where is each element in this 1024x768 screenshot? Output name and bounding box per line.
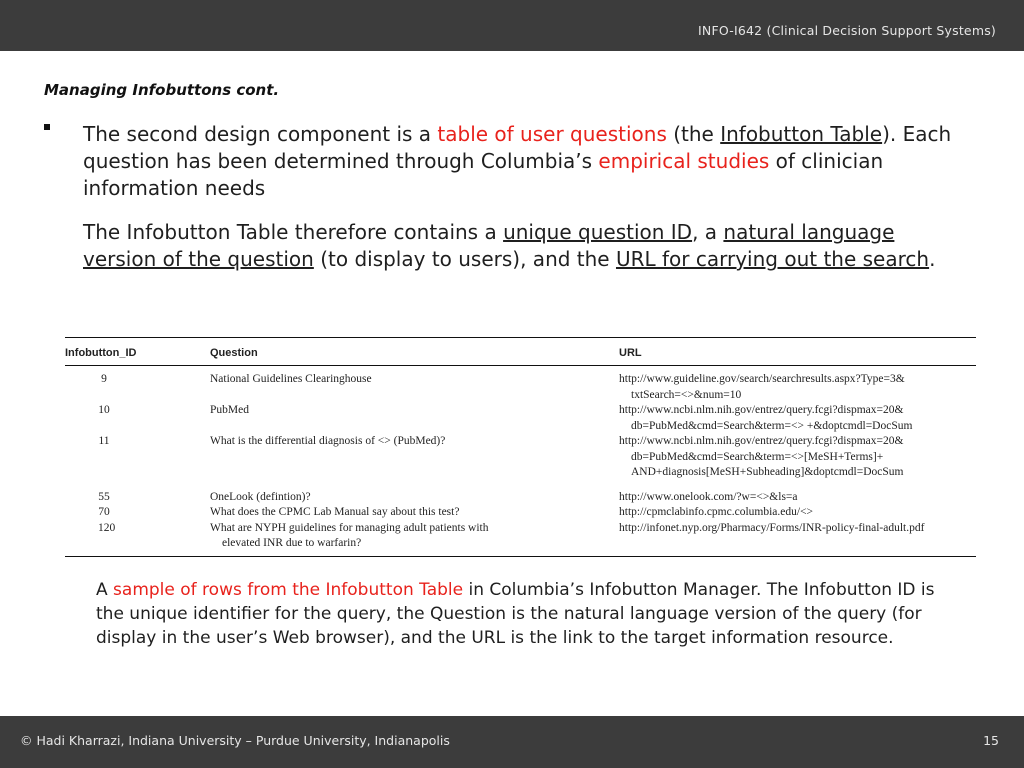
row-question: What is the differential diagnosis of <> (PubMed)? [210, 435, 446, 447]
row-question: PubMed [210, 404, 249, 416]
course-title: INFO-I642 (Clinical Decision Support Systems) [698, 23, 996, 38]
table-row [65, 366, 976, 404]
infobutton-table [65, 337, 976, 557]
text: The Infobutton Table therefore contains a [83, 220, 504, 244]
header-question: Question [210, 338, 619, 366]
square-bullet-icon [44, 124, 50, 130]
text: of clinician information needs [83, 149, 884, 200]
url-search-link[interactable]: URL for carrying out the search [615, 247, 930, 271]
row-url: http://infonet.nyp.org/Pharmacy/Forms/INR-policy-final-adult.pdf [619, 521, 925, 534]
row-url-cont: db=PubMed&cmd=Search&term=<>[MeSH+Terms]+ [631, 450, 884, 463]
row-question: What does the CPMC Lab Manual say about this test? [210, 506, 460, 518]
highlight-text: sample of rows from the Infobutton Table [113, 580, 464, 600]
highlight-text: table of user questions [437, 122, 667, 146]
table-row [65, 521, 976, 557]
table-caption [96, 578, 946, 650]
table-row [65, 434, 976, 481]
natural-language-link[interactable]: natural language version of the question [83, 220, 895, 271]
text: in Columbia’s Infobutton Manager. The Infobutton ID is the unique identifier for the query, the Question is the natural language version of the query (for display in the user’s Web browser), and the URL is the link to the target information resource. [96, 580, 935, 648]
text: . [929, 247, 936, 271]
table-row [65, 505, 976, 521]
text: (to display to users), and the [313, 247, 616, 271]
question-id-link[interactable]: unique question ID [503, 220, 693, 244]
row-url-cont: txtSearch=<>&num=10 [631, 388, 742, 401]
row-url-cont: db=PubMed&cmd=Search&term=<> +&doptcmdl=DocSum [631, 419, 913, 432]
slide-title: Managing Infobuttons cont. [44, 81, 280, 99]
row-id: 11 [98, 435, 110, 447]
header-id: Infobutton_ID [65, 338, 210, 366]
row-url: http://www.ncbi.nlm.nih.gov/entrez/query.fcgi?dispmax=20& [619, 435, 904, 447]
row-question: National Guidelines Clearinghouse [210, 373, 372, 385]
table-header-row [65, 338, 976, 366]
row-question-cont: elevated INR due to warfarin? [222, 537, 362, 549]
text: The second design component is a [83, 122, 438, 146]
infobutton-table-link[interactable]: Infobutton Table [720, 122, 883, 146]
row-url: http://cpmclabinfo.cpmc.columbia.edu/<> [619, 506, 814, 518]
table-row [65, 481, 976, 506]
table-contents-paragraph [83, 219, 953, 273]
row-id: 120 [98, 521, 116, 534]
row-url: http://www.ncbi.nlm.nih.gov/entrez/query.fcgi?dispmax=20& [619, 404, 904, 416]
header-url: URL [619, 338, 976, 366]
text: A [96, 580, 114, 600]
row-url: http://www.onelook.com/?w=<>&ls=a [619, 490, 798, 503]
page-number: 15 [983, 733, 999, 748]
header-bar [0, 0, 1024, 51]
copyright-text: © Hadi Kharrazi, Indiana University – Purdue University, Indianapolis [20, 733, 450, 748]
row-url-cont: AND+diagnosis[MeSH+Subheading]&doptcmdl=DocSum [631, 466, 904, 478]
text: (the [666, 122, 721, 146]
footer-bar [0, 716, 1024, 768]
highlight-text: empirical studies [598, 149, 770, 173]
text: ). Each question has been determined through Columbia’s [83, 122, 952, 173]
text: , a [692, 220, 724, 244]
row-id: 10 [98, 404, 110, 416]
row-id: 55 [98, 490, 110, 503]
row-question: OneLook (defintion)? [210, 490, 311, 503]
row-question: What are NYPH guidelines for managing adult patients with [210, 521, 489, 534]
table-row [65, 403, 976, 434]
row-id: 9 [101, 373, 107, 385]
row-id: 70 [98, 506, 110, 518]
bullet-paragraph [83, 121, 953, 202]
row-url: http://www.guideline.gov/search/searchresults.aspx?Type=3& [619, 373, 905, 385]
